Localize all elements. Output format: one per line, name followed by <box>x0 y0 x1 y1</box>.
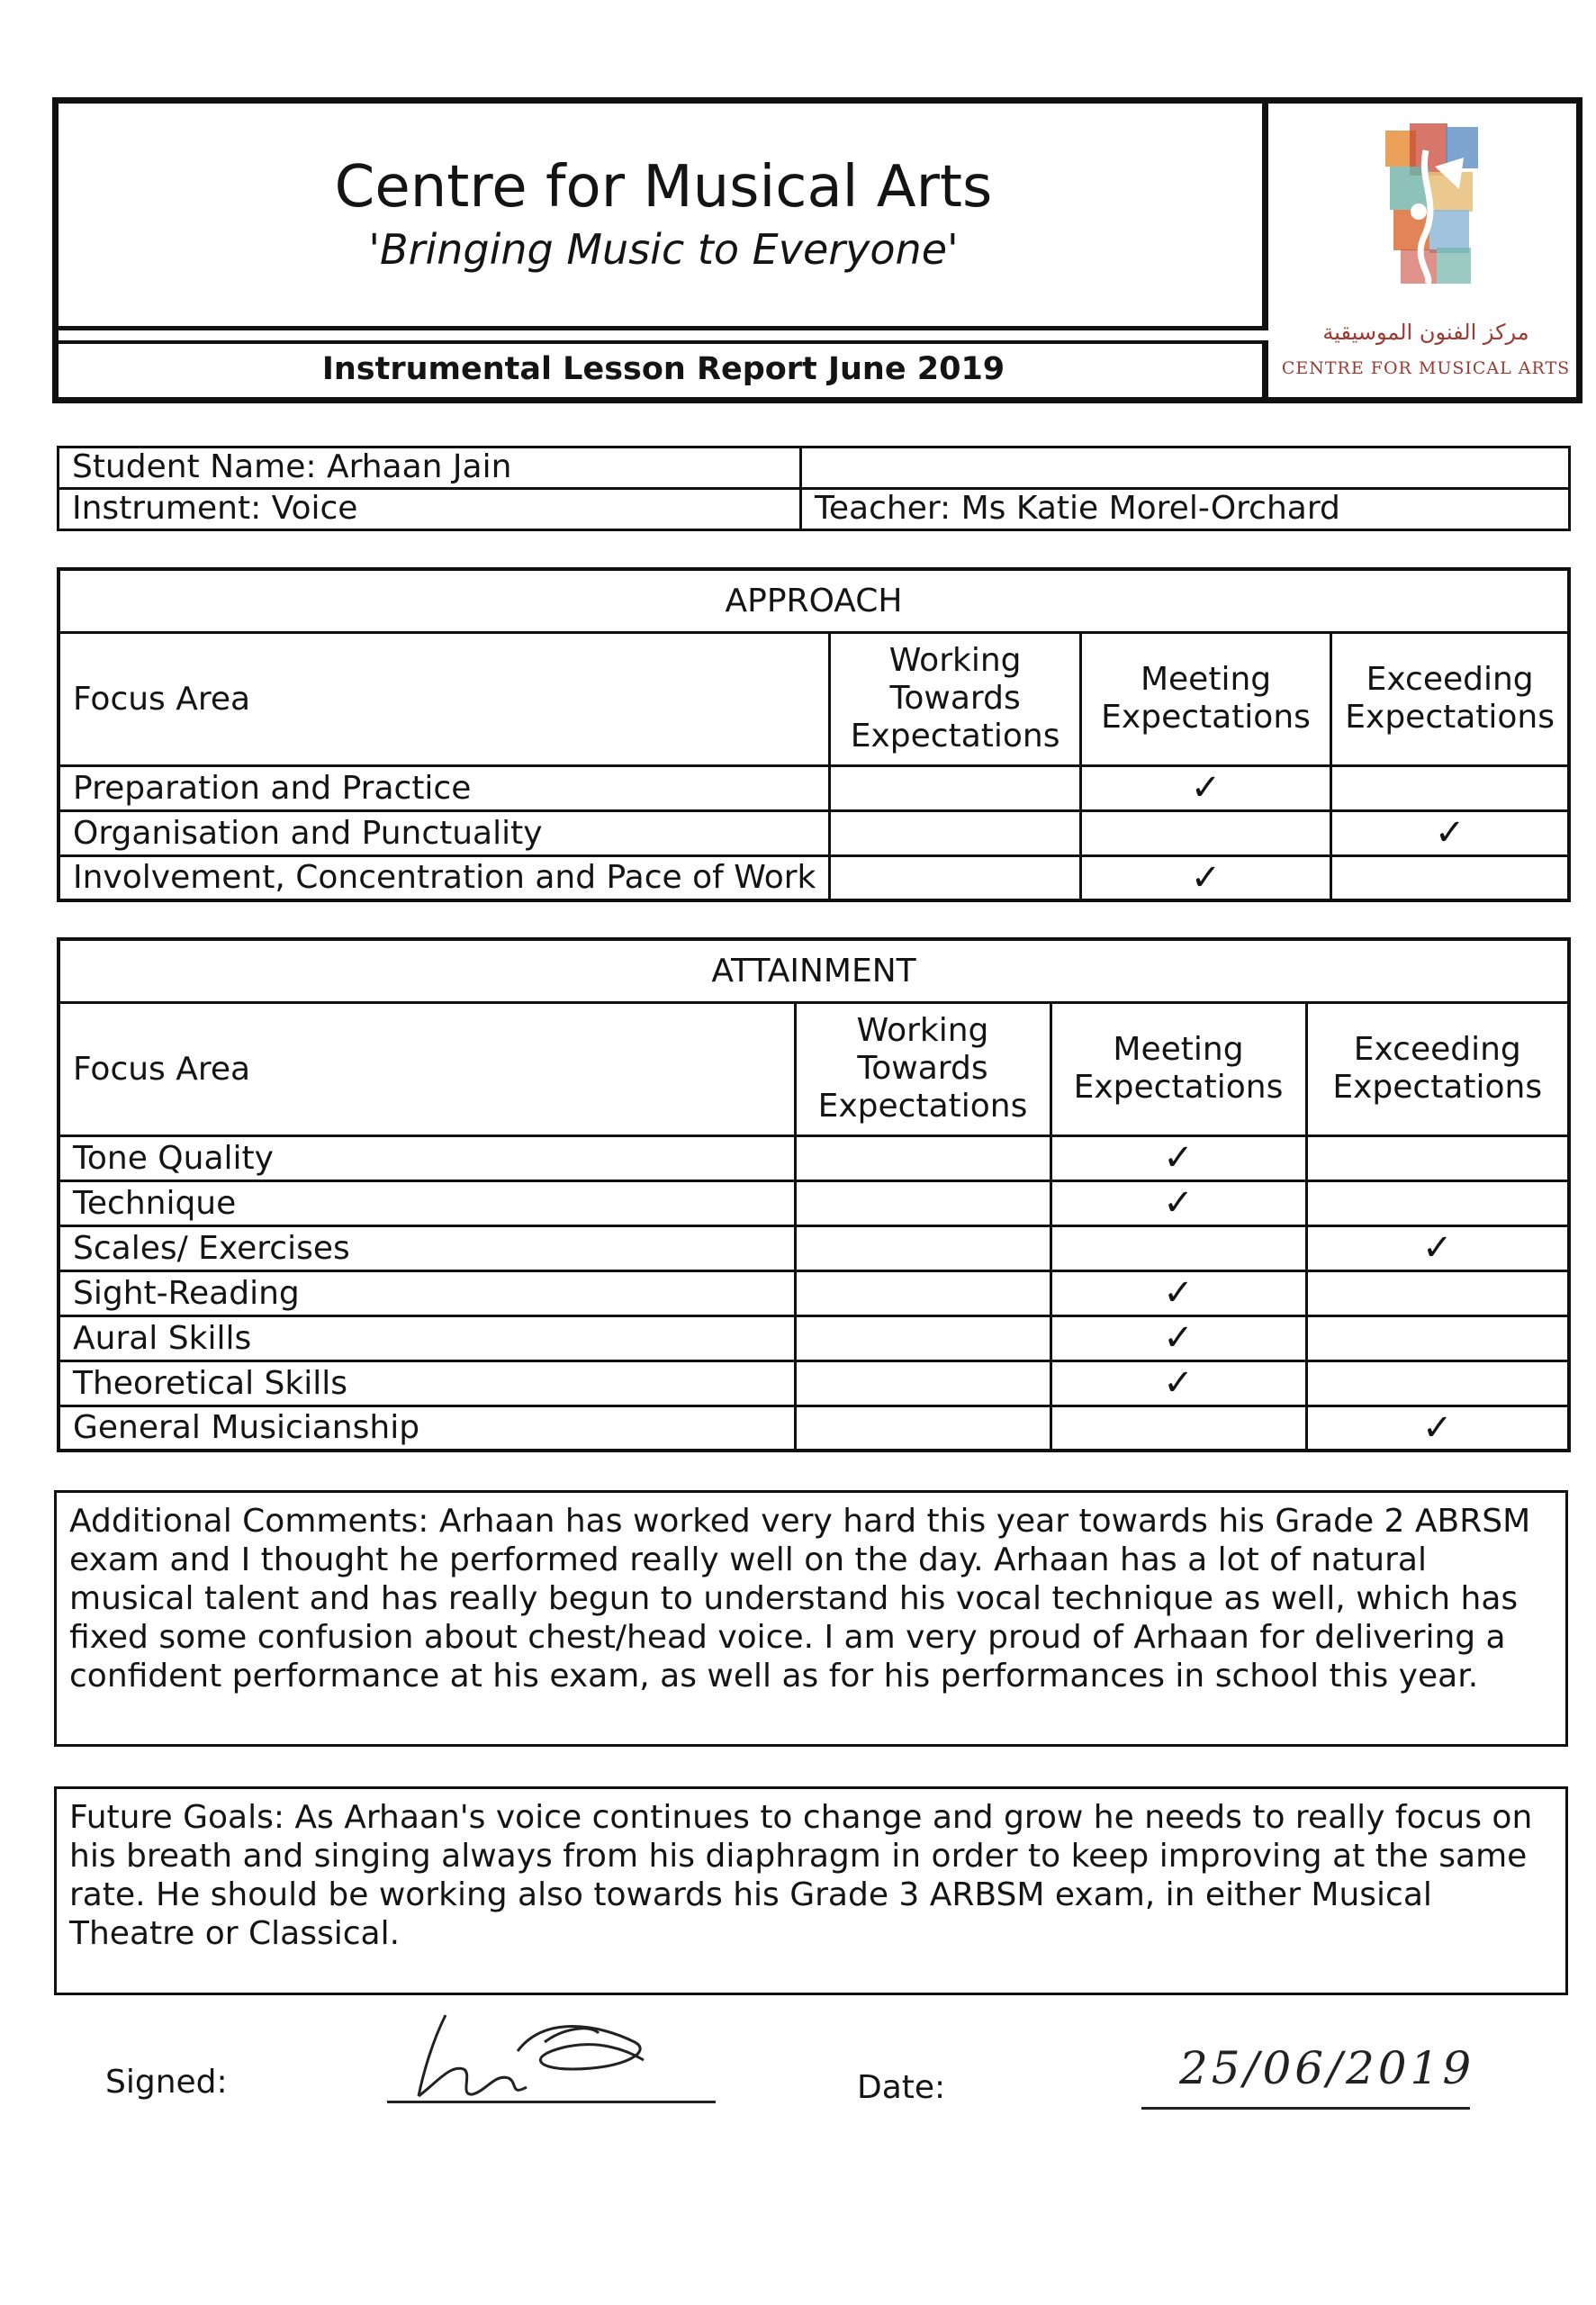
rating-working-cell <box>795 1360 1050 1406</box>
focus-area-label: Organisation and Punctuality <box>59 810 830 855</box>
tick-mark-exceeding: ✓ <box>1306 1225 1569 1270</box>
col-exceeding: Exceeding Expectations <box>1331 632 1569 765</box>
tick-mark-meeting: ✓ <box>1050 1270 1306 1315</box>
focus-area-label: Involvement, Concentration and Pace of Work <box>59 855 830 900</box>
org-logo <box>1275 104 1576 397</box>
rating-working-cell <box>795 1315 1050 1360</box>
org-name: Centre for Musical Arts <box>334 154 993 221</box>
rating-row <box>59 1225 1569 1270</box>
student-instrument: Instrument: Voice <box>59 489 801 530</box>
rating-row <box>59 1406 1569 1451</box>
rating-exceeding-cell <box>1331 855 1569 900</box>
focus-area-header: Focus Area <box>59 632 830 765</box>
approach-table <box>57 567 1571 902</box>
rating-working-cell <box>795 1270 1050 1315</box>
student-empty-cell <box>801 447 1570 489</box>
report-title-box <box>59 340 1268 397</box>
focus-area-label: Tone Quality <box>59 1135 795 1180</box>
additional-comments: Additional Comments: Arhaan has worked very hard this year towards his Grade 2 ABRSM exam and I thought he performed really well on the day. Arhaan has a lot of natural musical talent and has really begun to understand his vocal technique as well, which has fixed some confusion about chest/head voice. I am very proud of Arhaan for delivering a confident performance at his exam, as well as for his performances in school this year. <box>54 1490 1568 1747</box>
attainment-title: ATTAINMENT <box>59 939 1569 1002</box>
date-label: Date: <box>857 2069 946 2106</box>
rating-working-cell <box>795 1135 1050 1180</box>
rating-row <box>59 1180 1569 1225</box>
org-tagline: 'Bringing Music to Everyone' <box>368 225 959 274</box>
focus-area-header: Focus Area <box>59 1002 795 1135</box>
signed-label: Signed: <box>105 2064 228 2101</box>
student-name: Student Name: Arhaan Jain <box>59 447 801 489</box>
rating-working-cell <box>795 1406 1050 1451</box>
focus-area-label: Scales/ Exercises <box>59 1225 795 1270</box>
rating-exceeding-cell <box>1306 1315 1569 1360</box>
tick-mark-exceeding: ✓ <box>1331 810 1569 855</box>
date-value: 25/06/2019 <box>1179 2042 1475 2094</box>
rating-working-cell <box>830 765 1080 810</box>
approach-rows <box>59 765 1569 900</box>
teacher-signature <box>410 1997 680 2105</box>
tick-mark-meeting: ✓ <box>1050 1360 1306 1406</box>
header-title-box <box>59 104 1268 330</box>
col-exceeding: Exceeding Expectations <box>1306 1002 1569 1135</box>
rating-row <box>59 1135 1569 1180</box>
focus-area-label: Technique <box>59 1180 795 1225</box>
future-goals: Future Goals: As Arhaan's voice continues to change and grow he needs to really focus on his breath and singing always from his diaphragm in order to keep improving at the same rate. He should be working also towards his Grade 3 ARBSM exam, in either Musical Theatre or Classical. <box>54 1786 1568 1995</box>
attainment-rows <box>59 1135 1569 1451</box>
col-meeting: Meeting Expectations <box>1080 632 1330 765</box>
tick-mark-meeting: ✓ <box>1050 1180 1306 1225</box>
rating-working-cell <box>795 1180 1050 1225</box>
rating-row <box>59 1270 1569 1315</box>
col-working-towards: Working Towards Expectations <box>795 1002 1050 1135</box>
focus-area-label: Preparation and Practice <box>59 765 830 810</box>
approach-title: APPROACH <box>59 569 1569 632</box>
tick-mark-meeting: ✓ <box>1080 855 1330 900</box>
logo-text-english: CENTRE FOR MUSICAL ARTS <box>1281 358 1571 378</box>
report-title: Instrumental Lesson Report June 2019 <box>321 351 1005 387</box>
attainment-table <box>57 937 1571 1452</box>
tick-mark-meeting: ✓ <box>1050 1135 1306 1180</box>
report-header <box>52 97 1582 403</box>
rating-row <box>59 855 1569 900</box>
tick-mark-meeting: ✓ <box>1080 765 1330 810</box>
focus-area-label: Sight-Reading <box>59 1270 795 1315</box>
date-line <box>1141 2107 1470 2110</box>
col-meeting: Meeting Expectations <box>1050 1002 1306 1135</box>
rating-meeting-cell <box>1050 1225 1306 1270</box>
tick-mark-meeting: ✓ <box>1050 1315 1306 1360</box>
logo-text-arabic: مركز الفنون الموسيقية <box>1322 320 1529 345</box>
rating-exceeding-cell <box>1306 1360 1569 1406</box>
student-info-table <box>57 446 1571 531</box>
rating-meeting-cell <box>1050 1406 1306 1451</box>
rating-exceeding-cell <box>1331 765 1569 810</box>
rating-exceeding-cell <box>1306 1135 1569 1180</box>
rating-working-cell <box>830 855 1080 900</box>
rating-row <box>59 1360 1569 1406</box>
rating-row <box>59 765 1569 810</box>
tick-mark-exceeding: ✓ <box>1306 1406 1569 1451</box>
rating-working-cell <box>830 810 1080 855</box>
focus-area-label: General Musicianship <box>59 1406 795 1451</box>
rating-exceeding-cell <box>1306 1180 1569 1225</box>
rating-meeting-cell <box>1080 810 1330 855</box>
rating-row <box>59 810 1569 855</box>
rating-exceeding-cell <box>1306 1270 1569 1315</box>
logo-box <box>1275 104 1576 397</box>
rating-row <box>59 1315 1569 1360</box>
col-working-towards: Working Towards Expectations <box>830 632 1080 765</box>
signature-line <box>387 2101 716 2103</box>
rating-working-cell <box>795 1225 1050 1270</box>
teacher-name: Teacher: Ms Katie Morel-Orchard <box>801 489 1570 530</box>
focus-area-label: Aural Skills <box>59 1315 795 1360</box>
focus-area-label: Theoretical Skills <box>59 1360 795 1406</box>
